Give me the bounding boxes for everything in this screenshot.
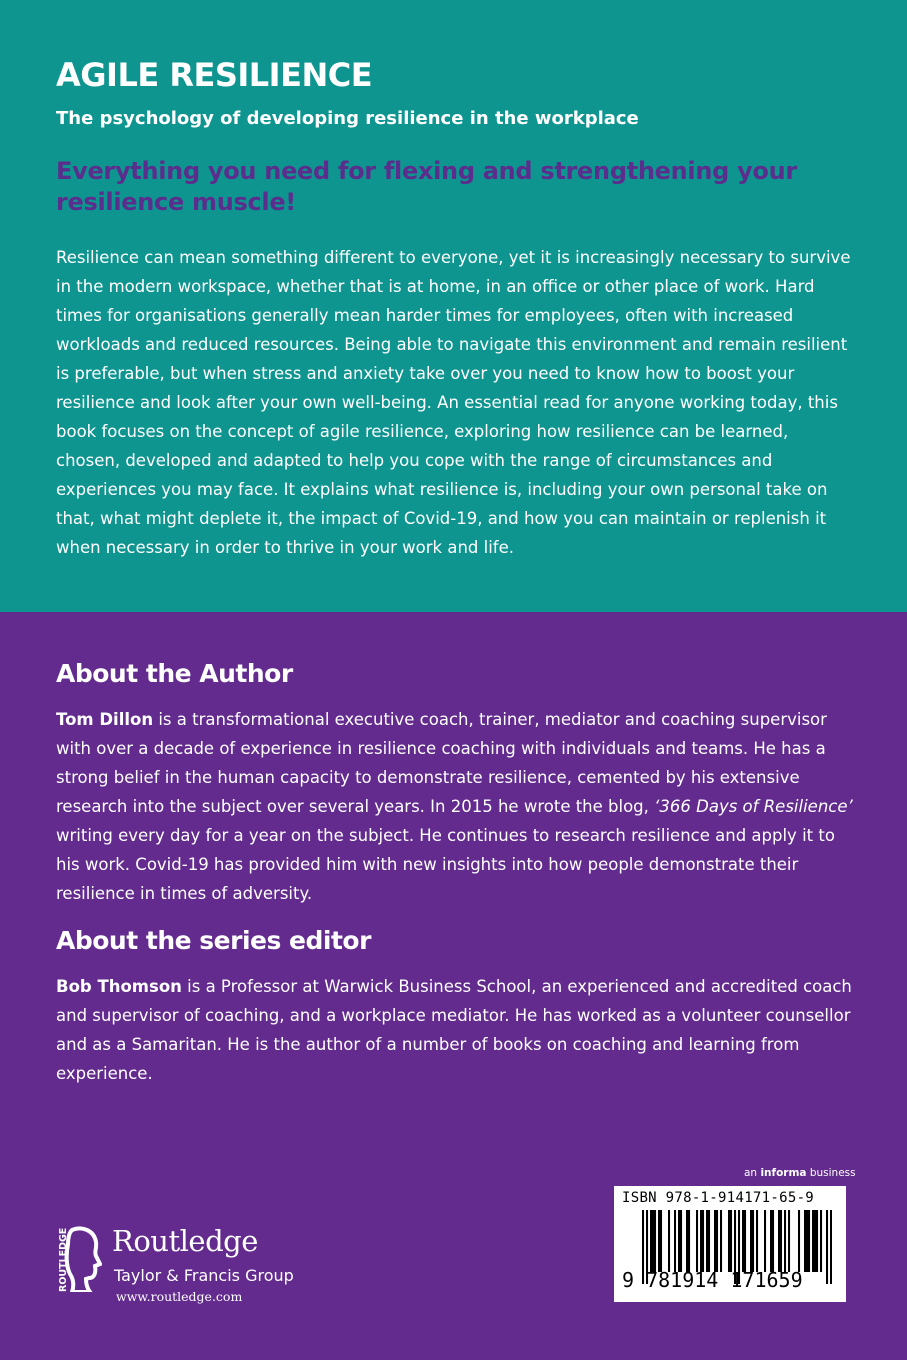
publisher-url: www.routledge.com: [116, 1289, 243, 1304]
tagline: Everything you need for flexing and strengthening your resilience muscle!: [56, 157, 797, 216]
author-bio-part1: is a transformational executive coach, trainer, mediator and coaching supervisor with over a decade of experience in resilience coaching with individuals and teams. He has a strong belief in the human capacity to demonstrate resilience, cemented by his extensive research into the subject over several years. In 2015 he wrote the blog,: [56, 710, 827, 816]
barcode-bar: [826, 1210, 828, 1284]
barcode-bar: [678, 1210, 680, 1272]
barcode-bar: [674, 1210, 676, 1272]
logo-mark-text: ROUTLEDGE: [58, 1227, 69, 1292]
barcode-bar: [764, 1210, 766, 1272]
routledge-logo: [56, 1224, 316, 1308]
barcode-bar: [696, 1210, 698, 1272]
barcode-bar: [816, 1210, 818, 1272]
barcode-bar: [798, 1210, 800, 1272]
barcode-bar: [772, 1210, 774, 1272]
barcode-bar: [686, 1210, 688, 1272]
about-editor-heading: About the series editor: [56, 926, 371, 955]
barcode-bar: [814, 1210, 816, 1272]
editor-bio: is a Professor at Warwick Business School, an experienced and accredited coach and supervisor of coaching, and a workplace mediator. He has worked as a volunteer counsellor and as a Samaritan. He is the author of a number of books on coaching and learning from experience.: [56, 977, 852, 1083]
barcode-bar: [730, 1210, 732, 1272]
barcode-bar: [780, 1210, 782, 1272]
about-author-text: [56, 705, 856, 908]
barcode-bar: [788, 1210, 790, 1272]
ean-digits: 9 781914 171659: [622, 1268, 803, 1292]
barcode-bar: [830, 1210, 832, 1284]
barcode-bar: [652, 1210, 654, 1272]
barcode-bar: [708, 1210, 710, 1272]
barcode-bar: [688, 1210, 690, 1272]
barcode-bar: [820, 1210, 822, 1272]
author-bio-part2: writing every day for a year on the subject. He continues to research resilience and apply it to his work. Covid-19 has provided him with new insights into how people demonstrate their resilience in times of adversity.: [56, 826, 835, 903]
barcode-bar: [668, 1210, 670, 1272]
barcode-bar: [658, 1210, 660, 1272]
barcode-bar: [756, 1210, 758, 1272]
routledge-head-icon: [56, 1226, 102, 1292]
editor-name: Bob Thomson: [56, 977, 182, 996]
book-title: AGILE RESILIENCE: [56, 56, 373, 94]
top-panel: [0, 0, 907, 612]
barcode-bar: [720, 1210, 722, 1272]
barcode-bar: [700, 1210, 702, 1272]
informa-brand: informa: [760, 1167, 807, 1179]
isbn-barcode: [614, 1186, 846, 1302]
barcode-bar: [784, 1210, 786, 1272]
author-name: Tom Dillon: [56, 710, 154, 729]
barcode-bar: [714, 1210, 716, 1272]
publisher-name: Routledge: [112, 1224, 258, 1258]
barcode-bar: [812, 1210, 814, 1272]
blog-title: ‘366 Days of Resilience’: [654, 797, 853, 816]
barcode-bar: [750, 1210, 752, 1272]
book-blurb: Resilience can mean something different to everyone, yet it is increasingly necessary to survive in the modern workspace, whether that is at home, in an office or other place of work. Hard times for organisations generally mean harder times for employees, often with increased workloads and reduced resources. Being able to navigate this environment and remain resilient is preferable, but when stress and anxiety take over you need to know how to boost your resilience and look after your own well-being. An essential read for anyone working today, this book focuses on the concept of agile resilience, exploring how resilience can be learned, chosen, developed and adapted to help you cope with the range of circumstances and experiences you may face. It explains what resilience is, including your own personal take on that, what might deplete it, the impact of Covid-19, and how you can maintain or replenish it when necessary in order to thrive in your work and life.: [56, 248, 851, 557]
barcode-bar: [808, 1210, 810, 1272]
barcode-bar: [680, 1210, 682, 1272]
barcode-bar: [778, 1210, 780, 1272]
informa-business-text: an informa business: [744, 1167, 856, 1179]
barcode-bar: [752, 1210, 754, 1272]
barcode-bar: [650, 1210, 652, 1272]
barcode-bar: [806, 1210, 808, 1272]
barcode-bar: [716, 1210, 718, 1272]
book-subtitle: The psychology of developing resilience in the workplace: [56, 108, 639, 129]
barcode-bar: [742, 1210, 744, 1272]
barcode-bar: [728, 1210, 730, 1272]
barcode-bar: [744, 1210, 746, 1272]
barcode-bar: [706, 1210, 708, 1272]
barcode-bar: [654, 1210, 656, 1272]
barcode-bar: [804, 1210, 806, 1272]
barcode-bar: [770, 1210, 772, 1272]
isbn-label: ISBN 978-1-914171-65-9: [622, 1190, 815, 1206]
publisher-group: Taylor & Francis Group: [114, 1266, 294, 1285]
about-editor-text: [56, 972, 856, 1088]
barcode-bar: [702, 1210, 704, 1272]
about-author-heading: About the Author: [56, 659, 293, 688]
barcode-bar: [660, 1210, 662, 1272]
